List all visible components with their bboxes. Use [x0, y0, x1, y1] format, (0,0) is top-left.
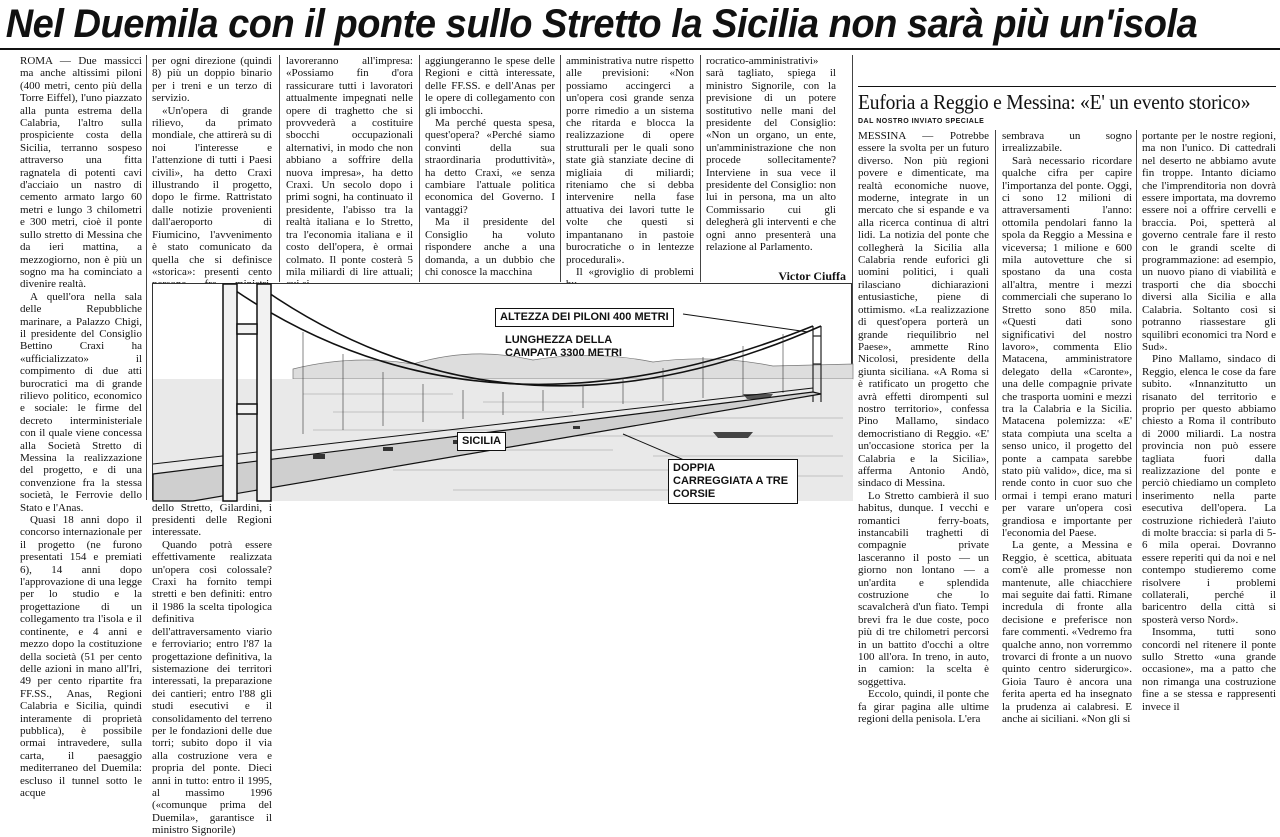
roadway-callout: DOPPIA CARREGGIATA A TRE CORSIE [668, 459, 798, 504]
paragraph: «Un'opera di grande rilievo, da primato mondiale, che attirerà su di noi l'interesse e l'attenzione di tutti i Paesi civili», ha detto Craxi illustrando il progetto, dopo le firme. Rattristato dalle notizie provenienti dall'aeroporto di Fiumicino, l'avvenimento è stato comunicato da quella che si definisce «storica»: presenti cento dello Stretto, Gilardini, i presidenti delle Regioni interessate. [152, 104, 272, 539]
paragraph: Pino Mallamo, sindaco di Reggio, elenca le cose da fare subito. «Innanzitutto un risanato del territorio e proprio per questo abbiamo chiesto a Roma il contributo di 2000 miliardi. La nostra provincia non può essere tagliata fuori dalla realizzazione del ponte e perciò chiediamo un completo inserimento nella parte esecutiva dell'opera. La costruzione richiederà l'aiuto di molte braccia: si parla di 5-6 mila operai. Dovranno essere reperiti qui da noi e nel contempo studieremo come risolvere i problemi collaterali, perché il baricentro della città si sposterà verso Nord». [1142, 353, 1276, 626]
callout-leader [683, 314, 808, 332]
column-rule [146, 55, 147, 500]
article-column-2 [152, 55, 272, 837]
article-column-6 [706, 55, 836, 282]
paragraph: ROMA — Due massicci ma anche altissimi piloni (400 metri, cento più della Torre Eiffel), l'uno piazzato alla punta estrema della Calabria, l'altro sulla prospiciente costa della Sicilia, terranno sospeso attraverso una fitta ragnatela di potenti cavi d'acciaio un nastro di cemento armato largo 60 metri e lungo 3 chilometri e 300 metri, cioè il ponte sullo stretto di Messina che da ieri mattina, a mezzogiorno, non è più un sogno ma ha cominciato a divenire realtà. [20, 55, 142, 291]
ferry-boat [713, 432, 753, 438]
paragraph: Eccolo, quindi, il ponte che fa girar pagina alle ultime regioni della penisola. L'era [858, 688, 989, 726]
column-rule [419, 55, 420, 282]
pylon-height-callout: ALTEZZA DEI PILONI 400 METRI [495, 308, 674, 327]
article-column-5 [566, 55, 694, 282]
paragraph: amministrativa nutre rispetto alle previsioni: «Non possiamo accingerci a un'opera così grande senza porre rimedio a un sistema che ritarda e blocca la realizzazione di opere strutturali per le quali sono state già stanziate decine di migliaia di miliardi; riteniamo che si debba intervenire nella fase attuativa dei lavori tutte le volte che questi si impantanano in pastoie burocratiche o in lentezze procedurali». [566, 55, 694, 266]
article-column-4 [425, 55, 555, 282]
paragraph: per ogni direzione (quindi 8) più un doppio binario per i treni e un terzo di servizio. [152, 55, 272, 105]
author-signature: Victor Ciuffa [778, 269, 846, 283]
bridge-illustration [152, 283, 852, 500]
paragraph: Il «groviglio di problemi [576, 265, 694, 278]
paragraph: La gente, a Messina e Reggio, è scettica, abituata com'è alle promesse non mantenute, alle chiacchiere mai seguite dai fatti. Rimane incredula di fronte alla decisione e preferisce non fare commenti. «Vedremo fra qualche anno, non vorremmo trovarci di fronte a un nuovo quinto centro siderurgico». Gioia Tauro è ancora una ferita aperta ed ha insegnato la prudenza ai calabresi. E anche ai siciliani. «Non gli si [1002, 539, 1132, 726]
article-column-3 [286, 55, 413, 282]
paragraph: Insomma, tutti sono concordi nel ritenere il ponte sullo Stretto «una grande occasione», ma a patto che non rimanga una costruzione fine a se stessa e rappresenti invece il [1142, 626, 1276, 713]
paragraph: A quell'ora nella sala delle Repubbliche marinare, a Palazzo Chigi, il presidente del Consiglio Bettino Craxi ha «ufficializzato» il compimento di due atti burocratici ma di grande rilievo politico, economico e sociale: le firme del decreto interministeriale con il quale viene concessa alla Società Stretto di Messina la realizzazione del progetto, e di una convenzione fra la stessa società, le Ferrovie dello Stato e l'Anas. [20, 290, 142, 514]
paragraph: aggiungeranno le spese delle Regioni e città interessate, delle FF.SS. e dell'Anas per le opere di collegamento con gli imbocchi. [425, 55, 555, 117]
paragraph: rocratico-amministrativi» sarà tagliato, spiega il ministro Signorile, con la previsione di un potere sostitutivo nelle mani del presidente del Consiglio: «Non un organo, un ente, un'amministrazione che non procede sollecitamente? Interviene in sua vece il presidente del Consiglio: non lui in persona, ma un alto Commissario cui gli delegherà gli interventi e che ogni anno presenterà una relazione al Parlamento. [706, 55, 836, 254]
side-story-title: Euforia a Reggio e Messina: «E' un evento storico» [858, 90, 1251, 114]
column-rule [279, 55, 280, 282]
paragraph: Lo Stretto cambierà il suo habitus, dunque. I vecchi e romantici ferry-boats, instancabili traghetti di compagnie private lasceranno il posto — un giorno non lontano — a un'ardita e splendida costruzione che lo scavalcherà d'un fiato. Tempi brevi fra le due coste, poco più di tre chilometri percorsi in un battito d'occhi a oltre 100 all'ora. In treno, in auto, in camion: la scelta è soggettiva. [858, 489, 989, 688]
paragraph: Quando potrà essere effettivamente realizzata un'opera così colossale? Craxi ha fornito tempi stretti e ben definiti: entro il 1986 la scelta tipologica definitiva dell'attraversamento viario e ferroviario; entro l'87 la progettazione definitiva, la sistemazione dei territori interessati, la preparazione dei cantieri; entro l'88 gli studi esecutivi e il consolidamento del terreno per le fondazioni delle due torri; subito dopo il via alla costruzione vera e propria del ponte. Dieci anni in tutto: entro il 1995, al massimo 1996 («comunque prima del Duemila», garantisce il ministro Signorile) [152, 538, 272, 837]
side-column-3 [1142, 130, 1276, 713]
dateline: DAL NOSTRO INVIATO SPECIALE [858, 118, 985, 125]
paragraph: MESSINA — Potrebbe essere la svolta per un futuro diverso. Non più regioni povere e dimenticate, ma realtà economiche nuove, moderne, integrate in un mercato che si espande e va alla ricerca continua di altri lidi. La notizia del ponte che collegherà la Sicilia alla Calabria rende euforici gli uomini politici, i quali rilasciano dichiarazioni entusiastiche, piene di ottimismo. «La realizzazione di quest'opera porterà un grande riequilibrio nel Paese», ammette Rino Nicolosi, presidente della giunta siciliana. «A Roma si è ratificato un progetto che avrà effetti dirompenti sul nostro territorio», confessa Pino Mallamo, sindaco democristiano di Reggio. «E' un'occasione storica per la Calabria e la Sicilia», afferma Antonio Andò, sindaco di Messina. [858, 130, 989, 490]
paragraph: lavoreranno all'impresa: «Possiamo fin d'ora rassicurare tutti i lavoratori attualmente impegnati nelle opere di traghetto che si provvederà a costituire sbocchi occupazionali alternativi, in modo che non abbiano a soffrire della nuova impresa», ha detto Craxi. Un secolo dopo i primi sogni, ha continuato il presidente, l'abisso tra la realtà italiana e lo Stretto, tra l'economia italiana e il costo dell'opera, è ormai colmato. Il ponte costerà 5 mila miliardi di lire attuali; [286, 55, 413, 278]
headline-bar [0, 0, 1280, 50]
paragraph: Sarà necessario ricordare qualche cifra per capire l'importanza del ponte. Oggi, ci sono 12 milioni di attraversamenti l'anno: ottomila pendolari fanno la spola da Reggio a Messina e viceversa; 1 milione e 600 mila autovetture che si spostano da una costa all'altra, mentre i mezzi commerciali che superano lo Stretto sono 850 mila. «Questi dati sono significativi del nostro lavoro», commenta Elio Matacena, amministratore delegato della «Caronte», una delle compagnie private che trasporta uomini e mezzi tra la Calabria e la Sicilia. Matacena polemizza: «E' stata compiuta una scelta a senso unico, il progetto del ponte a campata sarebbe stato più valido», dice, ma si rende conto in cuor suo che ormai i tempi erano maturi per varare un'opera così grandiosa e importante per l'economia del Paese. [1002, 154, 1132, 539]
article-column-1 [20, 55, 142, 799]
paragraph: Quasi 18 anni dopo il concorso internazionale per il progetto (ne furono presentati 154 e premiati 6), 14 anni dopo l'approvazione di una legge per lo studio e la progettazione di un collegamento tra l'isola e il continente, e 4 anni e mezzo dopo la costituzione della società (51 per cento delle azioni in mano all'Iri, 49 per cento ripartite fra FF.SS., Anas, Regioni Calabria e Sicilia, quindi interamente di proprietà pubblica), è possibile ormai intravedere, sulla carta, il paesaggio mediterraneo del Duemila: escluso il tunnel sotto le acque [20, 514, 142, 799]
column-rule [1136, 130, 1137, 500]
column-rule [995, 130, 996, 500]
column-rule [700, 55, 701, 282]
paragraph: Ma il presidente del Consiglio ha voluto rispondere anche a una domanda, a un dubbio che chi conosce la macchina [425, 216, 555, 278]
headline: Nel Duemila con il ponte sullo Stretto la Sicilia non sarà più un'isola [5, 2, 1198, 46]
sicilia-callout: SICILIA [457, 432, 506, 451]
side-column-1 [858, 130, 989, 726]
paragraph: Ma perché questa spesa, quest'opera? «Perché siamo convinti della sua straordinaria produttività», ha detto Craxi, «e senza cambiare l'attuale politica economica del Governo. I vantaggi? [425, 117, 555, 216]
column-rule [560, 55, 561, 282]
side-story-header [858, 86, 1276, 117]
span-length-callout: LUNGHEZZA DELLA CAMPATA 3300 METRI [505, 334, 622, 359]
paragraph: portante per le nostre regioni, ma non l'unico. Di cattedrali nel deserto ne abbiamo avute fin troppe. Intanto diciamo che l'imprenditoria non dovrà essere importata, ma dovremo essere noi a offrire cervelli e braccia. Poi, spetterà al governo centrale fare il resto con le grandi scelte di programmazione: ad esempio, un nuovo piano di viabilità e trasporti che dia sbocchi diversi alla Sicilia e alla Calabria. Soltanto così si potranno riassestare gli squilibri economici tra Nord e Sud». [1142, 130, 1276, 353]
paragraph: sembrava un sogno irrealizzabile. [1002, 130, 1132, 155]
side-column-2 [1002, 130, 1132, 726]
